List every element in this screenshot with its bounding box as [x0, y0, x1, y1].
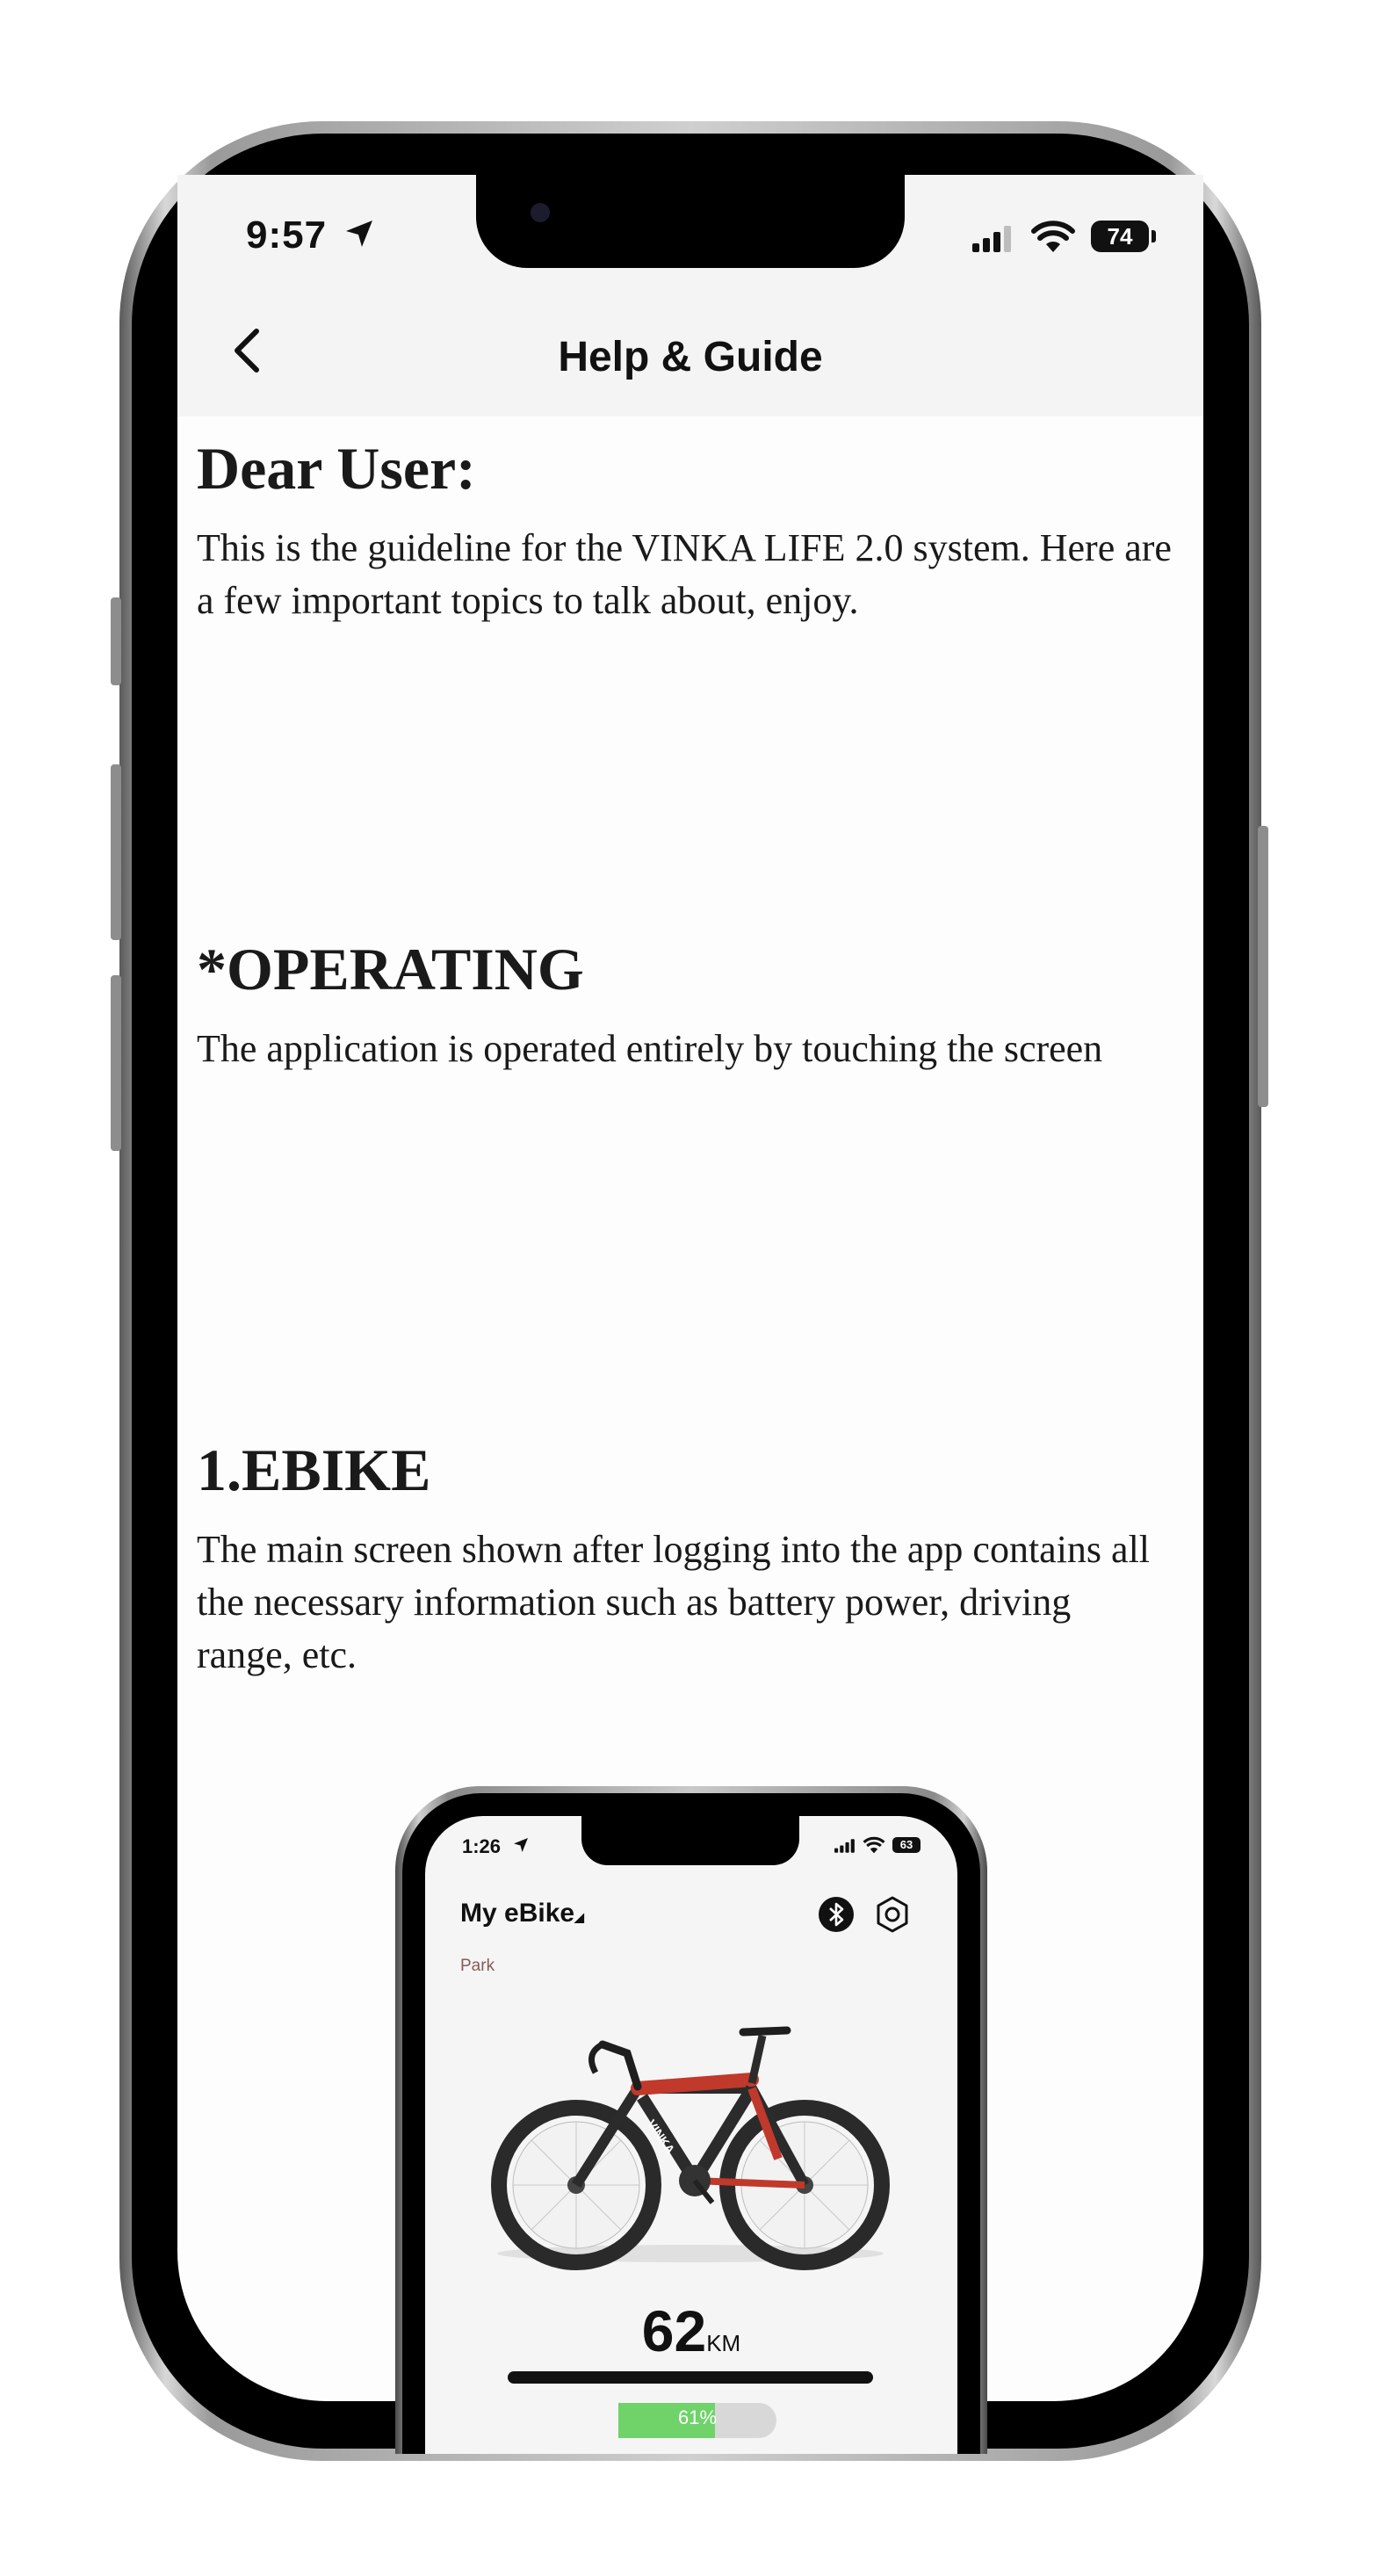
- nav-bar: [177, 280, 1203, 416]
- notch: [476, 175, 905, 268]
- illustration-battery: 63: [892, 1837, 921, 1853]
- wifi-icon: [1031, 222, 1075, 254]
- section-body-ebike: The main screen shown after logging into the app contains all the necessary information such as battery power, driving range, etc.: [197, 1528, 1151, 1676]
- bluetooth-icon: [819, 1897, 854, 1932]
- bike-image: [488, 1992, 892, 2273]
- power-button: [1258, 826, 1268, 1107]
- illustration-wifi-icon: [863, 1837, 885, 1855]
- range-display: [425, 2297, 957, 2364]
- bike-brand-text: VINKA: [644, 2117, 678, 2157]
- ride-mode-label: Park: [460, 1957, 495, 1975]
- range-unit: KM: [706, 2330, 741, 2356]
- settings-icon: [873, 1895, 912, 1934]
- page-title: Help & Guide: [558, 334, 823, 380]
- cellular-signal-icon: [972, 226, 1016, 252]
- section-heading-ebike: 1.EBIKE: [197, 1436, 431, 1503]
- battery-level-bar: [618, 2403, 776, 2438]
- greeting-heading: Dear User:: [197, 435, 476, 502]
- battery-indicator: 74: [1091, 221, 1149, 252]
- status-time: 9:57: [246, 213, 328, 257]
- mute-switch: [111, 597, 121, 685]
- battery-tip: [1152, 230, 1156, 242]
- volume-up-button: [111, 764, 121, 940]
- home-indicator: [508, 2371, 873, 2384]
- illustration-signal-icon: [834, 1839, 857, 1853]
- intro-paragraph: This is the guideline for the VINKA LIFE 2.0 system. Here are a few important topics to talk about, enjoy.: [197, 526, 1172, 622]
- phone-screen: [177, 175, 1203, 2428]
- section-body-operating: The application is operated entirely by touching the screen: [197, 1027, 1103, 1070]
- illustration-title: My eBike◢: [460, 1899, 584, 1928]
- status-bar: [177, 175, 1203, 280]
- range-value: 62: [641, 2298, 707, 2363]
- battery-level-label: 61%: [677, 2406, 718, 2428]
- illustration-notch: [581, 1816, 799, 1865]
- illustration-location-icon: [513, 1837, 529, 1853]
- location-arrow-icon: [344, 219, 374, 249]
- section-heading-operating: *OPERATING: [197, 936, 584, 1002]
- app-screenshot-illustration: [395, 1786, 987, 2454]
- illustration-screen: [425, 1816, 957, 2454]
- illustration-time: 1:26: [462, 1835, 502, 1857]
- front-camera: [531, 203, 550, 222]
- volume-down-button: [111, 975, 121, 1151]
